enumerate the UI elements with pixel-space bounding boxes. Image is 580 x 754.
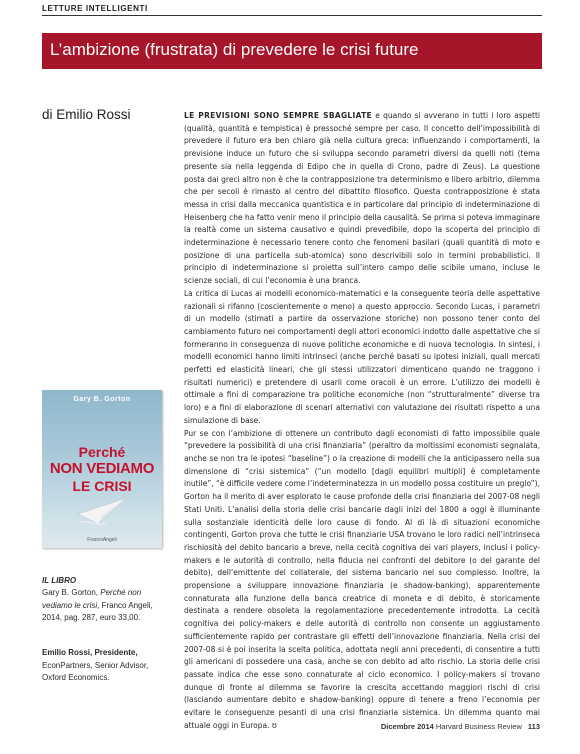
title-banner xyxy=(42,33,542,69)
bio-line-2: EconPartners, Senior Advisor, xyxy=(42,660,149,670)
book-cover-author: Gary B. Gorton xyxy=(73,396,131,403)
bio-line-3: Oxford Economics. xyxy=(42,673,110,682)
book-cover-publisher: FrancoAngeli xyxy=(87,537,117,543)
paragraph-3-text: Pur se con l’ambizione di ottenere un contributo dagli economisti di fatto impossibile quale “prevedere la possibilità di una crisi finanziaria” (peraltro da moltissimi economisti segnalata, anche se non tra le ipotesi “baseline”) o la creazione di modelli che la anticipassero nella sua dimensione di “crisi sistemica” (“un modello [dagli equilibri multipli] è completamente inutile”, “è difficile vedere come l’indeterminatezza in un modello possa costituire un pregio”), Gorton ha il merito di aver esplorato le cause profonde della crisi finanziaria del 2007-08 negli Stati Uniti. L’analisi della storia delle crisi bancarie dagli inizi del 1800 a oggi è illuminante sulla sostanziale identicità delle loro cause di fondo. Al di là di situazioni economiche contingenti, Gorton prova che tutte le crisi finanziarie USA trovano le loro radici nell’intrinseca rischiosità del debito bancario a breve, nella cecità cognitiva dei vari players, inclusi i policy-makers e le autorità di controllo, nella fiducia nei confronti del debitore (o del garante del debito), dell’emittente del collaterale, del sistema bancario nel suo complesso. Inoltre, la propensione a sviluppare innovazione finanziaria (e shadow-banking), apparentemente connaturata alla funzione della banca creatrice di moneta e di debito, è storicamente destinata a rendere obsoleta la regolamentazione precedentemente introdotta. La cecità cognitiva dei policy-makers e delle autorità di controllo non consente un aggiustamento sufficientemente rapido per contrastare gli effetti dell’innovazione finanziaria. Nella crisi del 2007-08 si è poi inserita la scelta politica, adottata negli anni precedenti, di consentire a tutti gli americani di possedere una casa, anche se con debito ad alto rischio. La storia delle crisi passate indica che esse sono connaturate al ciclo economico. I policy-makers si trovano dunque di fronte al dilemma se favorire la crescita accettando maggiori rischi di crisi (lasciando aumentare debito e shadow-banking) oppure di tenere a freno l’economia per evitare le conseguenze pesanti di una crisi finanziaria sistemica. Un dilemma quanto mai attuale oggi in Europa. xyxy=(184,428,540,730)
bio-name: Emilio Rossi, Presidente, xyxy=(42,648,138,657)
article-title: L’ambizione (frustrata) di prevedere le crisi future xyxy=(50,40,419,59)
article-body xyxy=(184,110,540,732)
paragraph-1 xyxy=(184,110,540,288)
book-heading: IL LIBRO xyxy=(42,576,77,585)
end-mark-icon: ʊ xyxy=(271,720,277,730)
book-cover-title-line-1: Perché xyxy=(78,444,126,460)
book-author: Gary B. Gorton, xyxy=(42,588,101,597)
book-cover-title-line-2: NON VEDIAMO xyxy=(49,460,155,477)
lead-in: LE PREVISIONI SONO SEMPRE SBAGLIATE xyxy=(184,111,372,120)
book-info xyxy=(42,587,172,625)
book-cover-image xyxy=(42,390,162,548)
paragraph-2: La critica di Lucas ai modelli economico-matematici e la conseguente teoria delle aspettative razionali si rifanno (coscientemente o meno) a questo approccio. Secondo Lucas, i parametri di un modello (stimati a partire da osservazione storiche) non possono tener conto del cambiamento futuro nei comportamenti degli attori economici indotto dalle aspettative che si formeranno in conseguenza di nuove politiche economiche e di nuova tecnologia. In sintesi, i modelli economici hanno limiti intrinseci (anche perché basati su ipotesi iniziali, quali mercati perfetti ed elasticità lineari, che gli stessi utilizzatori dimenticano quando ne traggono i risultati numerici) e pretendere di usarli come oracoli è un errore. L’utilizzo dei modelli è ottimale a fini di comparazione tra politiche economiche (non “strutturalmente” diverse tra loro) e a fini di elaborazione di scenari alternativi con valutazione dei risultati rispetto a una simulazione di base. xyxy=(184,288,540,425)
book-cover-title-line-3: LE CRISI xyxy=(72,478,132,494)
footer-date: Dicembre 2014 xyxy=(380,722,434,731)
byline: di Emilio Rossi xyxy=(42,107,131,122)
book-details: , Franco Angeli, 2014, pag. 287, euro 33,00. xyxy=(42,600,153,622)
book-title: Perché non vediamo le crisi xyxy=(42,588,142,610)
paragraph-3 xyxy=(184,428,540,733)
paper-plane-icon xyxy=(76,494,128,530)
top-divider xyxy=(42,15,542,16)
author-bio xyxy=(42,647,172,685)
section-label: LETTURE INTELLIGENTI xyxy=(42,4,148,13)
paragraph-1-text: e quando si avverano in tutti i loro aspetti (qualità, quantità e tempistica) è pressoché sempre per caso. Il concetto dell’impossibilità di prevedere il futuro era ben chiaro già nella cultura greca: influenzando i comportamenti, la previsione induce un futuro che si sviluppa secondo parametri diversi da quelli noti (tema presente sia nella leggenda di Edipo che in quella di Crono, padre di Zeus). La questione posta dai greci altro non è che la contrapposizione tra determinismo e libero arbitrio, dilemma che per secoli è rimasto al centro del dibattito filosofico. Questa contrapposizione è stata messa in crisi dalla meccanica quantistica e in particolare dal principio di indeterminazione di Heisenberg che ha fatto venir meno il principio della causalità. Se prima si poteva immaginare la realtà come un sistema causativo e quindi prevedibile, dopo la scoperta del principio di indeterminazione è necessario tenere conto che fenomeni basilari (quali quantità di moto e posizione di una particella sub-atomica) sono descrivibili solo in termini probabilistici. Il principio di indeterminazione si proietta sull’intero campo delle scibile umano, incluse le scienze sociali, di cui l’economia è una branca. xyxy=(184,111,540,286)
footer-magazine: Harvard Business Review xyxy=(435,722,522,731)
page-footer xyxy=(381,722,540,731)
page-number: 113 xyxy=(527,722,540,731)
